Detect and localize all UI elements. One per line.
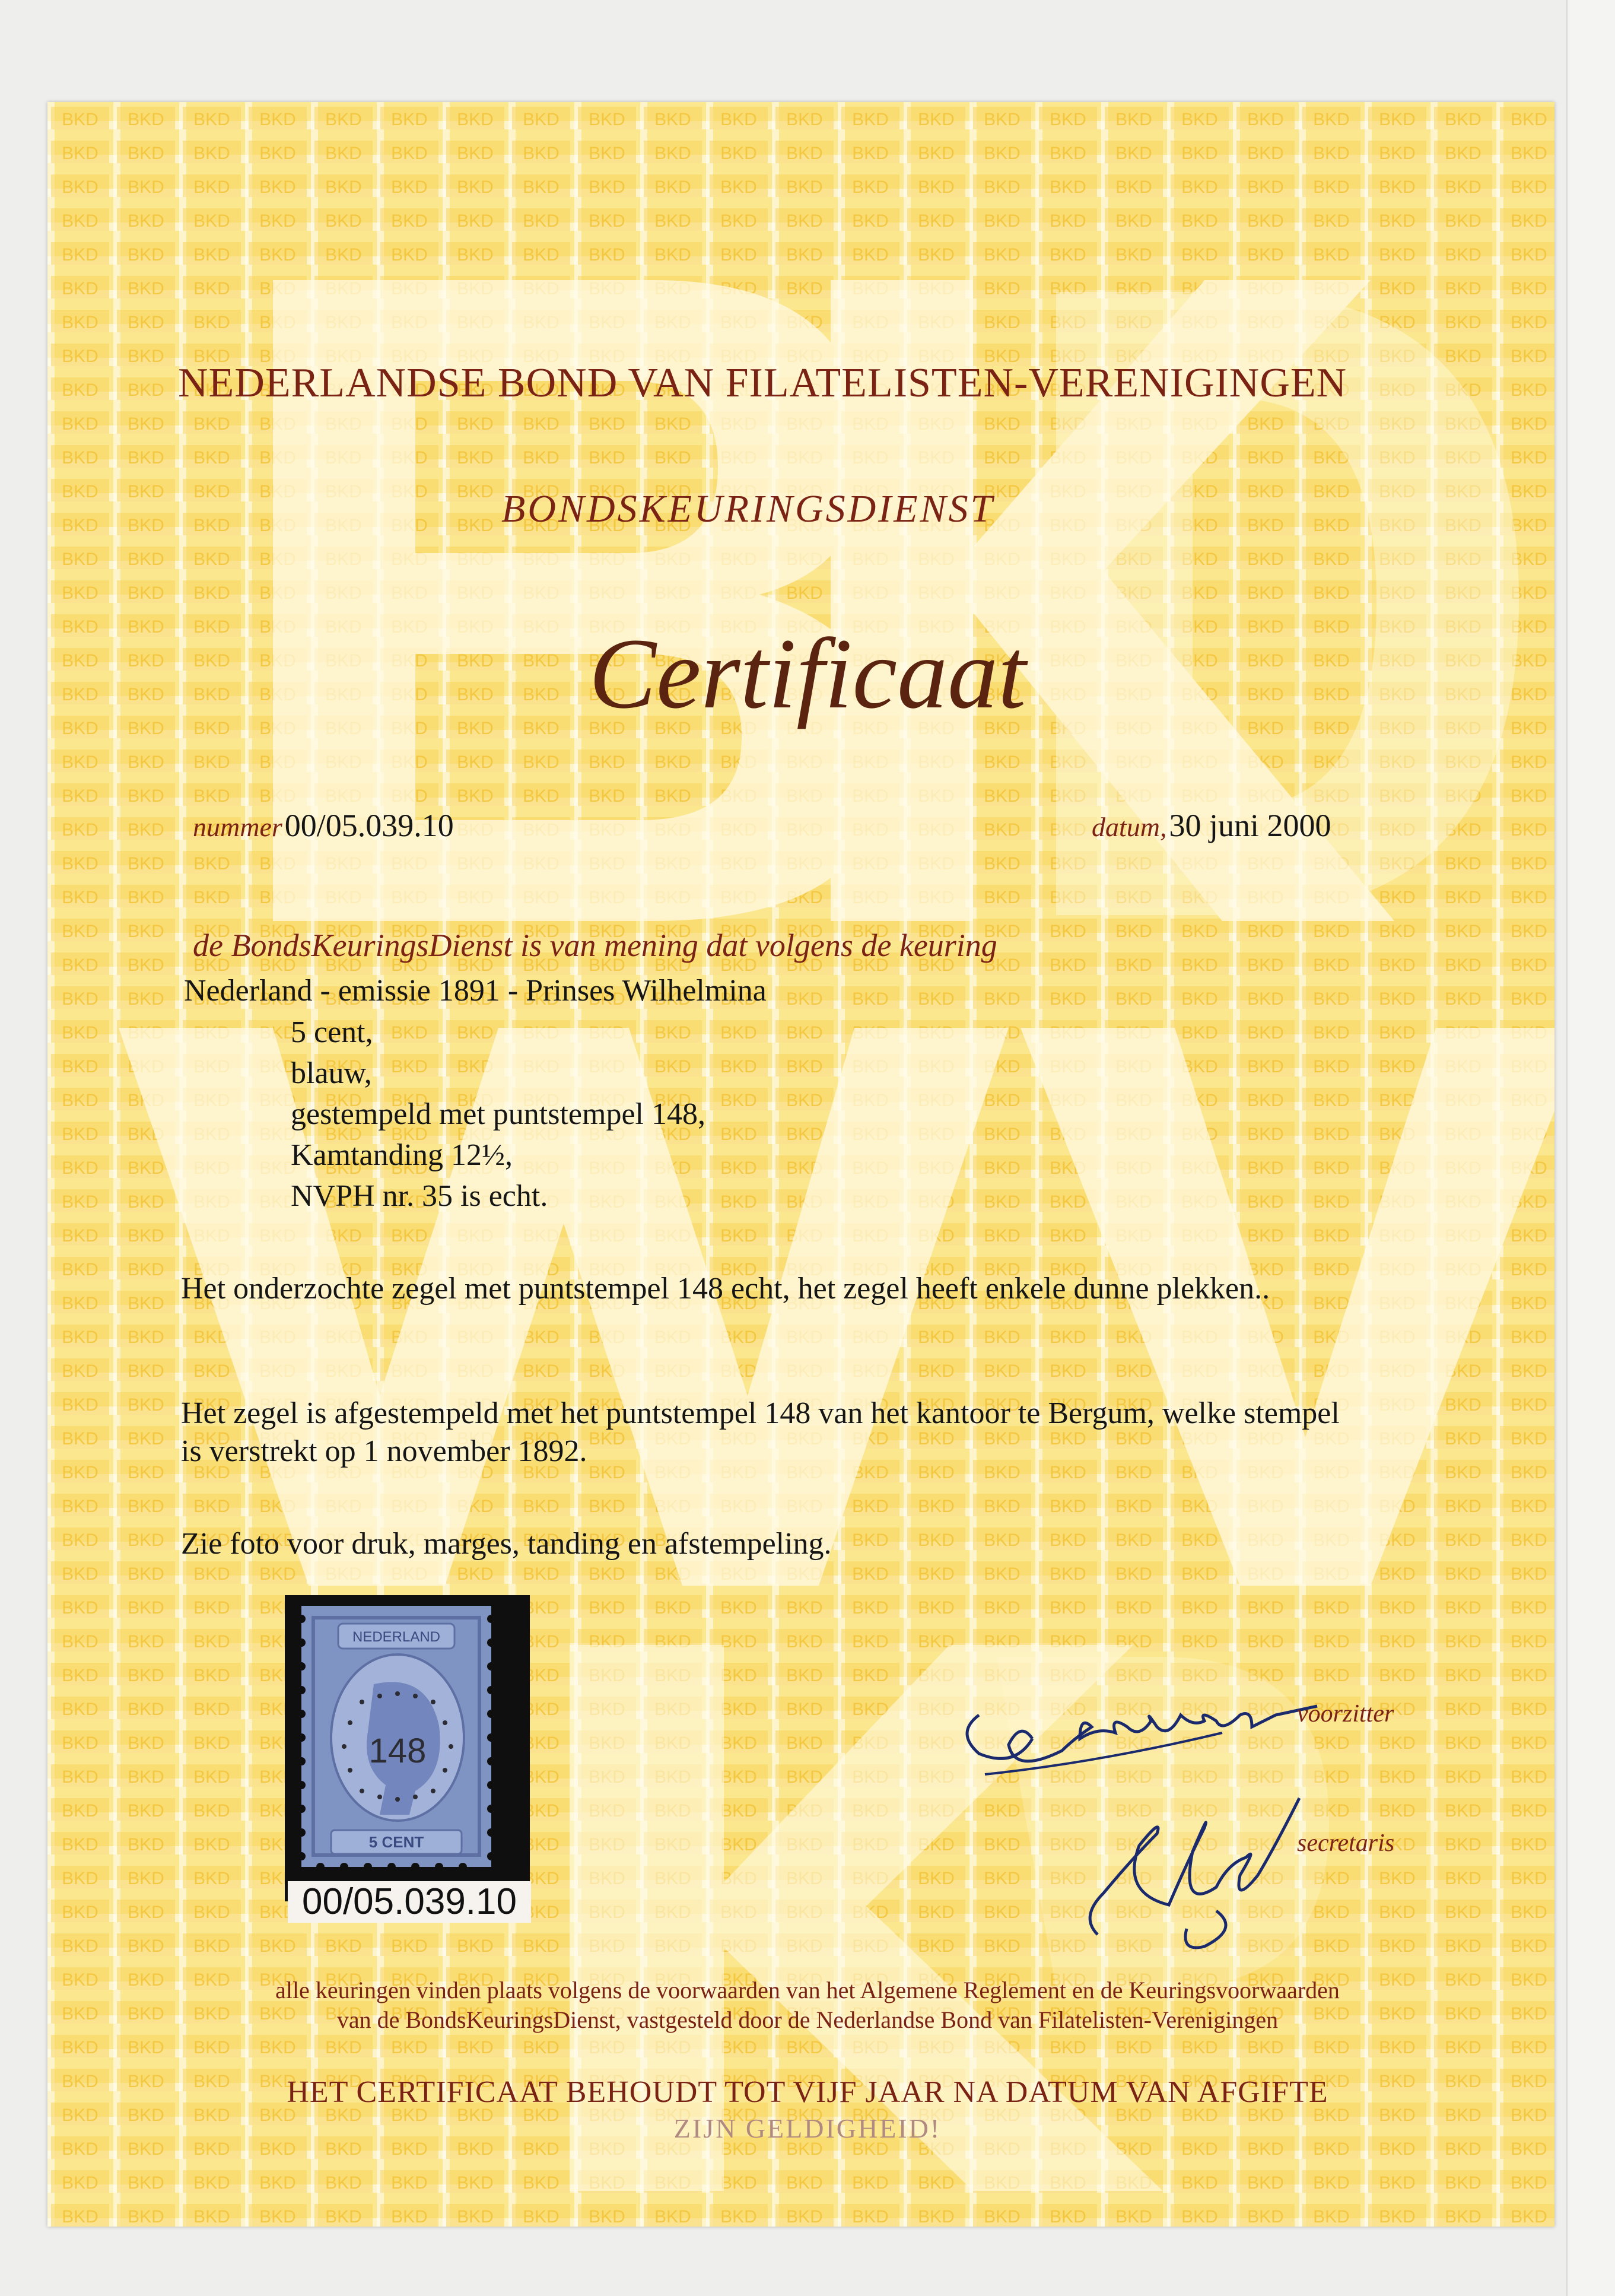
stamp-image	[285, 1595, 530, 1901]
organization-title: NEDERLANDSE BOND VAN FILATELISTEN-VERENIGINGEN	[178, 360, 1347, 406]
stamp-country-label: NEDERLAND	[352, 1629, 441, 1645]
date-row: datum, 30 juni 2000	[1092, 808, 1331, 843]
cancel-number: 148	[368, 1732, 427, 1770]
stamp-value-label: 5 CENT	[368, 1833, 424, 1851]
remark-paragraph-3: Zie foto voor druk, marges, tanding en afstempeling.	[181, 1527, 832, 1561]
validity-line-2: ZIJN GELDIGHEID!	[673, 2113, 942, 2143]
secretary-title: secretaris	[1297, 1830, 1395, 1857]
certificate-sheet	[47, 102, 1554, 2227]
detail-color: blauw,	[291, 1056, 372, 1090]
detail-perforation: Kamtanding 12½,	[291, 1138, 513, 1172]
chair-title: voorzitter	[1297, 1700, 1394, 1727]
stamp-photo	[285, 1595, 530, 1901]
validity-line-1: HET CERTIFICAAT BEHOUDT TOT VIJF JAAR NA DATUM VAN AFGIFTE	[287, 2075, 1328, 2109]
secretary-signature	[1062, 1774, 1317, 1964]
stamp-subject: Nederland - emissie 1891 - Prinses Wilhelmina	[184, 974, 767, 1008]
statement-intro: de BondsKeuringsDienst is van mening dat volgens de keuring	[193, 928, 997, 963]
remark-paragraph-2: Het zegel is afgestempeld met het puntstempel 148 van het kantoor te Bergum, welke stempel is verstrekt op 1 november 1892.	[181, 1396, 1340, 1468]
remark-paragraph-1: Het onderzochte zegel met puntstempel 148 echt, het zegel heeft enkele dunne plekken..	[181, 1272, 1270, 1306]
certificate-title: Certificaat	[589, 618, 1026, 729]
number-label: nummer	[193, 812, 282, 842]
page-edge	[1566, 0, 1615, 2296]
number-value: 00/05.039.10	[284, 808, 454, 843]
detail-catalog: NVPH nr. 35 is echt.	[291, 1179, 548, 1213]
date-value: 30 juni 2000	[1169, 808, 1331, 843]
certificate-number-row	[193, 807, 454, 844]
footer-line-2: van de BondsKeuringsDienst, vastgesteld door de Nederlandse Bond van Filatelisten-Verenigingen	[336, 2006, 1279, 2033]
detail-value: 5 cent,	[291, 1015, 373, 1049]
date-label: datum	[1092, 812, 1160, 842]
department-title: BONDSKEURINGSDIENST	[501, 487, 995, 531]
photo-certificate-number: 00/05.039.10	[288, 1881, 531, 1923]
detail-cancel: gestempeld met puntstempel 148,	[291, 1097, 705, 1131]
watermark-pattern	[47, 102, 1554, 2227]
footer-line-1: alle keuringen vinden plaats volgens de voorwaarden van het Algemene Reglement en de Keuringsvoorwaarden	[275, 1977, 1340, 2003]
